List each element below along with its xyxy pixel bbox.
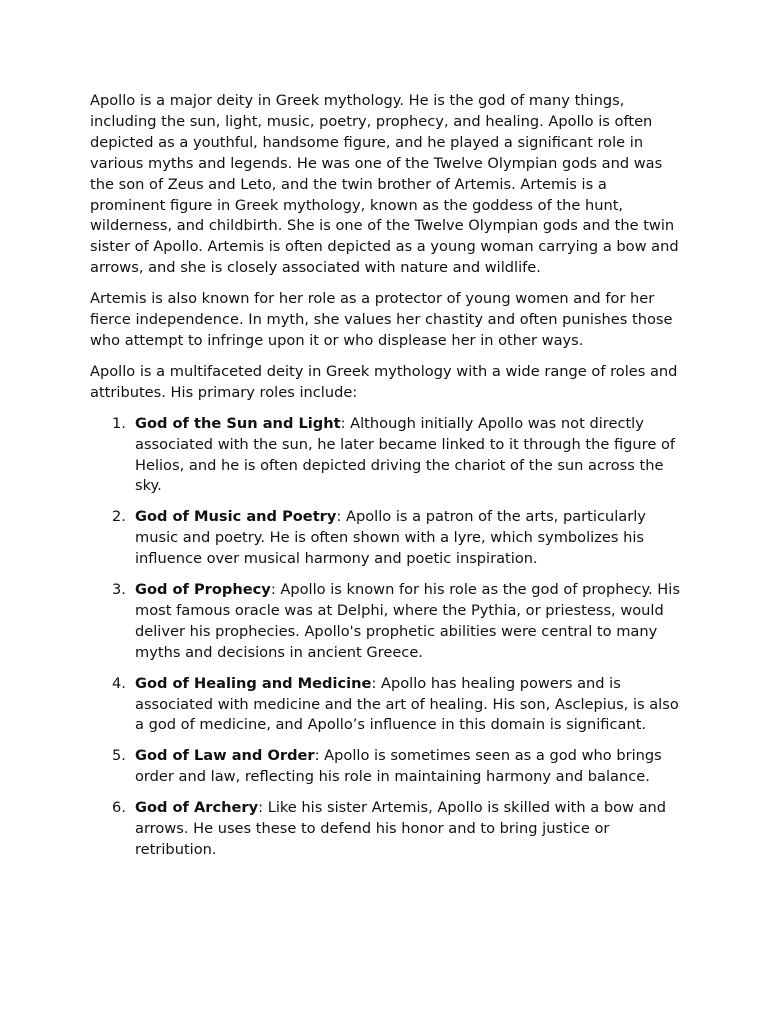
role-term: God of Healing and Medicine	[135, 674, 372, 692]
role-term: God of the Sun and Light	[135, 414, 341, 432]
role-term: God of Archery	[135, 799, 259, 817]
role-description: : Although initially Apollo was not directly associated with the sun, he later became linked to it through the figure of Helios, and he is often depicted driving the chariot of the sun across the sky.	[135, 414, 676, 495]
list-number: 4.	[112, 674, 126, 692]
role-description: : Apollo is a patron of the arts, particularly music and poetry. He is often shown with a lyre, which symbolizes his influence over musical harmony and poetic inspiration.	[135, 508, 646, 568]
roles-intro-paragraph: Apollo is a multifaceted deity in Greek mythology with a wide range of roles and attributes. His primary roles include:	[90, 362, 678, 401]
roles-list	[90, 414, 682, 861]
role-description: : Apollo is sometimes seen as a god who brings order and law, reflecting his role in maintaining harmony and balance.	[135, 747, 662, 786]
document-page	[90, 91, 682, 871]
list-number: 2.	[112, 508, 126, 526]
intro-paragraph: Apollo is a major deity in Greek mythology. He is the god of many things, including the sun, light, music, poetry, prophecy, and healing. Apollo is often depicted as a youthful, handsome figure, and he played a significant role in various myths and legends. He was one of the Twelve Olympian gods and was the son of Zeus and Leto, and the twin brother of Artemis. Artemis is a prominent figure in Greek mythology, known as the goddess of the hunt, wilderness, and childbirth. She is one of the Twelve Olympian gods and the twin sister of Apollo. Artemis is often depicted as a young woman carrying a bow and arrows, and she is closely associated with nature and wildlife.	[90, 92, 679, 277]
list-number: 3.	[112, 581, 126, 599]
role-term: God of Law and Order	[135, 747, 315, 765]
list-item	[90, 798, 682, 861]
list-item	[90, 414, 682, 498]
list-number: 6.	[112, 799, 126, 817]
role-description: : Like his sister Artemis, Apollo is skilled with a bow and arrows. He uses these to defend his honor and to bring justice or retribution.	[135, 799, 667, 858]
list-item	[90, 674, 682, 737]
role-description: : Apollo is known for his role as the god of prophecy. His most famous oracle was at Delphi, where the Pythia, or priestess, would deliver his prophecies. Apollo's prophetic abilities were central to many myths and decisions in ancient Greece.	[135, 581, 680, 661]
role-description: : Apollo has healing powers and is associated with medicine and the art of healing. His son, Asclepius, is also a god of medicine, and Apollo’s influence in this domain is significant.	[135, 674, 679, 734]
list-item	[90, 507, 682, 570]
role-term: God of Music and Poetry	[135, 508, 337, 526]
list-number: 5.	[112, 747, 126, 765]
role-term: God of Prophecy	[135, 581, 271, 599]
artemis-paragraph: Artemis is also known for her role as a protector of young women and for her fierce independence. In myth, she values her chastity and often punishes those who attempt to infringe upon it or who displease her in other ways.	[90, 290, 673, 349]
list-item	[90, 746, 682, 788]
list-item	[90, 580, 682, 664]
list-number: 1.	[112, 414, 126, 432]
